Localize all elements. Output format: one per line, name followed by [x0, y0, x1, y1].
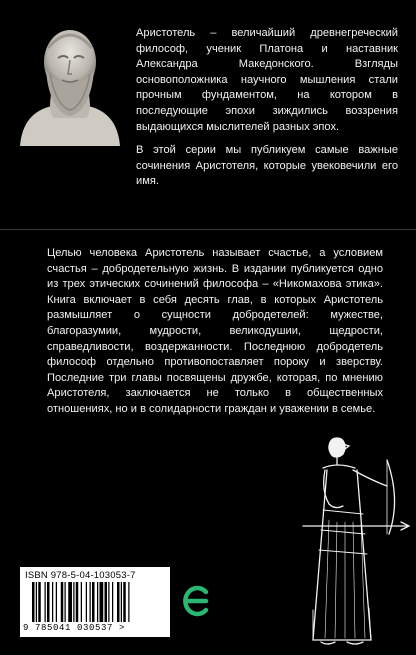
book-description: Целью человека Аристотель называет счастье, а условием счастья – добродетельную жизнь. В издании публикуется одно из трех этических сочинений философа – «Никомахова этика». Книга включает в себя десять глав, в которых Аристотель размышляет о сущности добродетелей: мужестве, благоразумии, мудрости, великодушии, щедрости, справедливости, воздержанности. Последнюю добродетель философ отдельно противопоставляет пороку и зверству. Последние три главы посвящены дружбе, которая, по мнению Аристотеля, заключается не только в общественных отношениях, но и в солидарности граждан и уважении в семье.: [47, 247, 383, 415]
barcode-bar: [68, 582, 72, 622]
barcode-bar: [73, 582, 74, 622]
barcode-bar: [36, 582, 37, 622]
barcode-bar: [117, 582, 120, 622]
barcode-bar: [76, 582, 79, 622]
barcode-bar: [38, 582, 41, 622]
barcode-bar: [128, 582, 129, 622]
aristotle-bust-image: [14, 18, 126, 148]
isbn-text: ISBN 978-5-04-103053-7: [25, 570, 136, 581]
barcode-bars: [32, 582, 158, 622]
barcode-bar: [81, 582, 82, 622]
barcode-bar: [90, 582, 91, 622]
barcode-bar: [47, 582, 50, 622]
barcode-bar: [61, 582, 64, 622]
barcode-bar: [112, 582, 113, 622]
publisher-logo: [181, 583, 211, 619]
intro-text: [136, 26, 398, 198]
greek-figure-illustration: [283, 430, 413, 646]
isbn-barcode: [20, 567, 170, 637]
intro-paragraph-2: В этой серии мы публикуем самые важные сочинения Аристотеля, которые увековечили его имя.: [136, 144, 398, 188]
barcode-bar: [105, 582, 108, 622]
barcode-bar: [56, 582, 57, 622]
barcode-bar: [32, 582, 35, 622]
intro-paragraph-1: Аристотель – величайший древнегреческий философ, ученик Платона и наставник Александра Македонского. Взгляды основоположника научного мышления стали прочным фундаментом, на котором в последующие эпохи зиждились воззрения выдающихся мыслителей разных эпох.: [136, 27, 398, 133]
barcode-bar: [123, 582, 126, 622]
section-divider: [0, 229, 416, 230]
barcode-digits: 9 785041 030537 >: [23, 623, 126, 633]
barcode-bar: [65, 582, 66, 622]
barcode-bar: [108, 582, 109, 622]
barcode-bar: [100, 582, 104, 622]
barcode-bar: [97, 582, 98, 622]
barcode-bar: [45, 582, 46, 622]
barcode-bar: [86, 582, 87, 622]
barcode-bar: [92, 582, 95, 622]
barcode-bar: [121, 582, 122, 622]
barcode-bar: [52, 582, 53, 622]
